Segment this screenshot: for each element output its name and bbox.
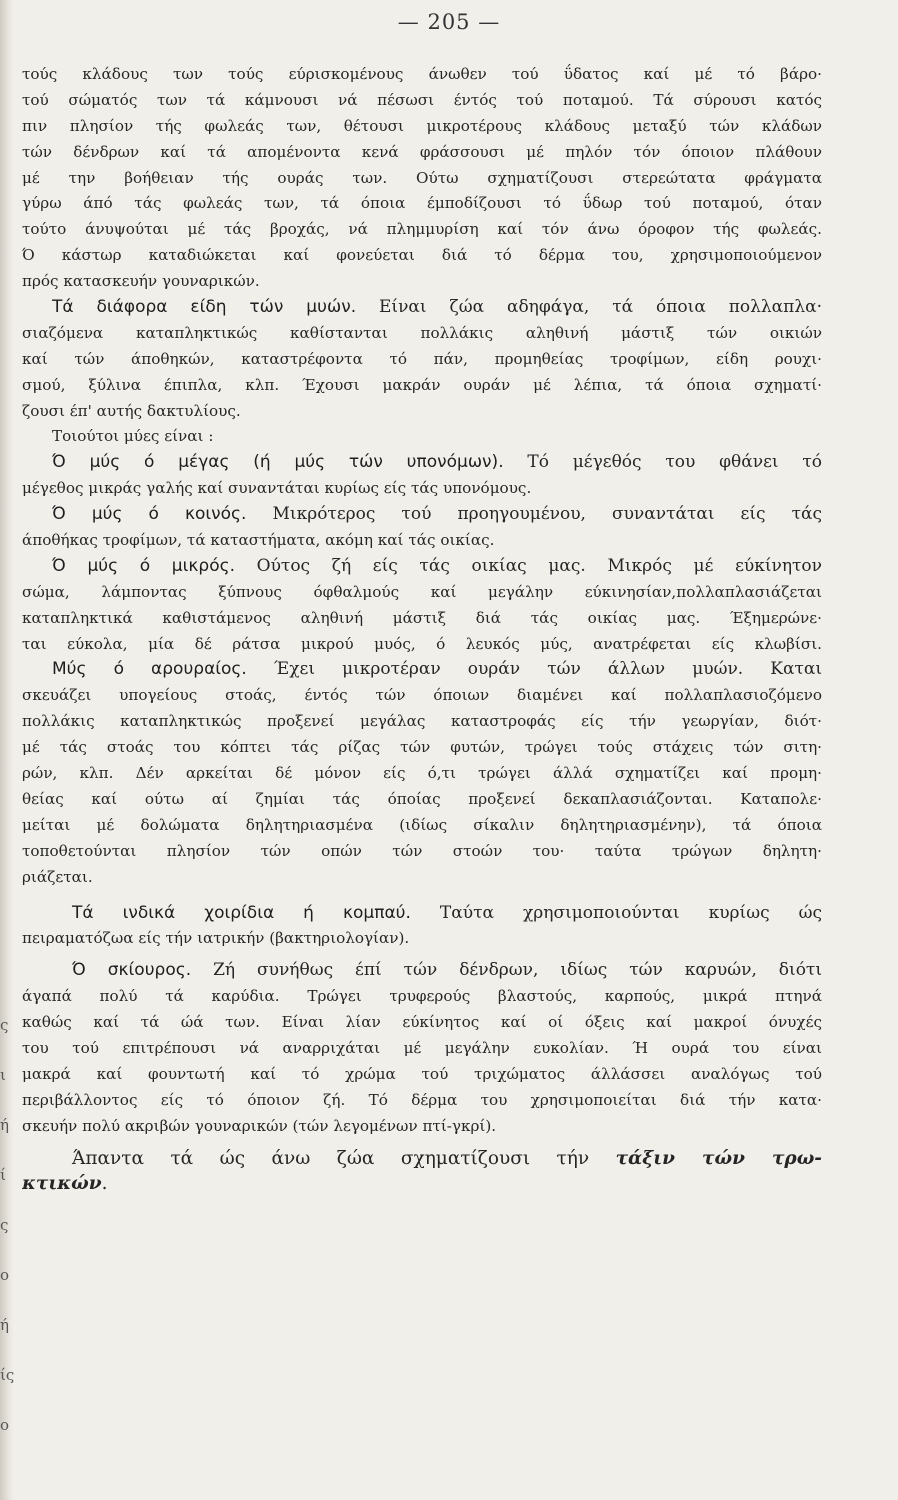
text-span: Μικρότερος τού προηγουμένου, συναντάται είς τάς <box>246 504 822 525</box>
text-span: Ούτος ζή είς τάς οικίας μας. Μικρός μέ εύκίνητον <box>234 555 822 576</box>
heading-guinea-pig: Τά ινδικά χοιρίδια ή κομπαύ. <box>72 902 411 923</box>
text-line <box>22 958 822 984</box>
text-line: του τού επιτρέπουσι νά αναρριχάται μέ μεγάλην ευκολίαν. Ή ουρά του είναι <box>22 1038 822 1057</box>
text-line: σμού, ξύλινα έπιπλα, κλπ. Έχουσι μακράν ουράν μέ λέπια, τά όποια σχηματί· <box>22 375 822 394</box>
text-line: πρός κατασκευήν γουναρικών. <box>22 272 260 291</box>
order-name-emphasis: τάξιν τών τρω- <box>615 1147 822 1169</box>
text-line <box>22 295 822 321</box>
text-span: Ζή συνήθως έπί τών δένδρων, ιδίως τών καρυών, διότι <box>191 960 822 981</box>
text-span: Ταύτα χρησιμοποιούνται κυρίως ώς <box>410 902 822 923</box>
text-line: καταπληκτικά καθιστάμενος αληθινή μάστιξ διά τάς οικίας μας. Έξημερώνε· <box>22 608 822 627</box>
text-span: Είναι ζώα αδηφάγα, τά όποια πολλαπλα· <box>356 297 822 318</box>
margin-mark: ς <box>0 1216 9 1234</box>
text-line: τούτο άνυψούται μέ τάς βροχάς, νά πλημμυρίση καί τόν άνω όροφον τής φωλεάς. <box>22 220 822 239</box>
text-line: μακρά καί φουντωτή καί τό χρώμα τού τριχώματος άλλάσσει αναλόγως τού <box>22 1064 822 1083</box>
text-line: γύρω άπό τάς φωλεάς των, τά όποια έμποδίζουσι τό ΰδωρ τού ποταμού, όταν <box>22 194 822 213</box>
heading-mys-arouraios: Μύς ό αρουραίος. <box>52 659 247 680</box>
text-line: τοποθετούνται πλησίον τών οπών τών στοών του· ταύτα τρώγων δηλητη· <box>22 841 822 860</box>
paragraph-mys-arouraios <box>22 657 822 890</box>
margin-mark: ς <box>0 1016 9 1034</box>
text-line: Ό κάστωρ καταδιώκεται καί φονεύεται διά τό δέρμα του, χρησιμοποιούμενον <box>22 246 822 265</box>
paragraph-mys-koinos <box>22 502 822 554</box>
text-line <box>22 657 822 683</box>
text-line: πολλάκις καταπληκτικώς προξενεί μεγάλας καταστροφάς είς τήν γεωργίαν, διότ· <box>22 712 822 731</box>
text-line: μείται μέ δολώματα δηλητηριασμένα (ιδίως σίκαλιν δηλητηριασμένην), τά όποια <box>22 815 822 834</box>
margin-mark: ο <box>0 1266 10 1284</box>
text-line: ριάζεται. <box>22 867 93 886</box>
paragraph-mys-megas <box>22 450 822 502</box>
text-line: σώμα, λάμποντας ξύπνους όφθαλμούς καί μεγάλην εύκινησίαν,πολλαπλασιάζεται <box>22 582 822 601</box>
text-line: τών δένδρων καί τά απομένοντα κενά φράσσουσι μέ πηλόν τόν όποιον πλάθουν <box>22 142 822 161</box>
order-name-emphasis-cont: κτικών <box>22 1173 102 1195</box>
margin-mark: ή <box>0 1316 9 1334</box>
paragraph-conclusion <box>22 1146 822 1198</box>
page-number: — 205 — <box>397 10 501 34</box>
text-line: σκευήν πολύ ακριβών γουναρικών (τών λεγομένων πτί-γκρί). <box>22 1116 497 1135</box>
heading-mys-megas: Ό μύς ό μέγας (ή μύς τών υπονόμων). <box>52 452 504 473</box>
margin-mark: ί <box>0 1166 6 1184</box>
paragraph-guinea-pig <box>22 901 822 953</box>
text-line: σκευάζει υπογείους στοάς, έντός τών όποιων διαμένει καί πολλαπλασιοζόμενο <box>22 686 822 705</box>
heading-mys-koinos: Ό μύς ό κοινός. <box>52 504 247 525</box>
paragraph-mice-intro <box>22 295 822 450</box>
text-line: μέ την βοήθειαν τής ουράς των. Ούτω σχηματίζουσι στερεώτατα φράγματα <box>22 168 822 187</box>
margin-mark: ίς <box>0 1366 15 1384</box>
text-line: τούς κλάδους των τούς εύρισκομένους άνωθεν τού ΰδατος καί μέ τό βάρο· <box>22 65 822 83</box>
text-line: καί τών άποθηκών, καταστρέφοντα τό πάν, προμηθείας τροφίμων, είδη ρουχι· <box>22 349 822 368</box>
text-span: Έχει μικροτέραν ουράν τών άλλων μυών. Καται <box>246 659 822 680</box>
margin-mark: ι <box>0 1066 6 1084</box>
left-margin-marks <box>0 1000 14 1450</box>
text-line: άποθήκας τροφίμων, τά καταστήματα, ακόμη καί τάς οικίας. <box>22 531 495 550</box>
text-line: πειραματόζωα είς τήν ιατρικήν (βακτηριολογίαν). <box>22 929 410 948</box>
text-line: θείας καί ούτω αί ζημίαι τάς όποίας προξενεί δεκαπλασιάζονται. Καταπολε· <box>22 789 822 808</box>
text-line: περιβάλλοντος είς τό όποιον ζή. Τό δέρμα του χρησιμοποιείται διά τήν κατα· <box>22 1090 822 1109</box>
paragraph-squirrel <box>22 958 822 1139</box>
text-line <box>22 450 822 476</box>
text-line: Τοιούτοι μύες είναι : <box>52 427 214 446</box>
margin-mark: ο <box>0 1416 10 1434</box>
section-heading-mice: Τά διάφορα είδη τών μυών. <box>52 297 357 318</box>
text-line <box>22 502 822 528</box>
text-line <box>22 901 822 927</box>
heading-squirrel: Ό σκίουρος. <box>72 960 192 981</box>
paragraph-beaver-continuation <box>22 62 822 295</box>
text-line: μέ τάς στοάς του κόπτει τάς ρίζας τών φυτών, τρώγει τούς στάχεις τών σιτη· <box>22 738 822 757</box>
heading-mys-mikros: Ό μύς ό μικρός. <box>52 555 235 576</box>
text-line: πιν πλησίον τής φωλεάς των, θέτουσι μικροτέρους κλάδους μεταξύ τών κλάδων <box>22 116 822 135</box>
conclusion-end: . <box>101 1173 108 1195</box>
conclusion-text: Άπαντα τά ώς άνω ζώα σχηματίζουσι τήν <box>72 1147 616 1169</box>
text-line <box>22 1146 822 1172</box>
page-text <box>22 62 822 1197</box>
text-line: μέγεθος μικράς γαλής καί συναντάται κυρίως είς τάς υπονόμους. <box>22 479 532 498</box>
text-line: τού σώματός των τά κάμνουσι νά πέσωσι έντός τού ποταμού. Τά σύρουσι κατός <box>22 90 822 109</box>
text-line: καθώς καί τά ώά των. Είναι λίαν εύκίνητος καί οί όξεις καί μακροί όνυχές <box>22 1013 822 1032</box>
text-line: ρών, κλπ. Δέν αρκείται δέ μόνον είς ό,τι τρώγει άλλά σχηματίζει καί προμη· <box>22 764 822 783</box>
text-line: ται εύκολα, μία δέ ράτσα μικρού μυός, ό λευκός μύς, ανατρέφεται είς κλωβίσι. <box>22 634 822 653</box>
paragraph-mys-mikros <box>22 554 822 658</box>
text-line: άγαπά πολύ τά καρύδια. Τρώγει τρυφερούς βλαστούς, καρπούς, μικρά πτηνά <box>22 987 822 1006</box>
margin-mark: ή <box>0 1116 9 1134</box>
text-line: σιαζόμενα καταπληκτικώς καθίστανται πολλάκις αληθινή μάστιξ τών οικιών <box>22 323 822 342</box>
text-line <box>22 1171 822 1197</box>
text-span: Τό μέγεθός του φθάνει τό <box>503 452 822 473</box>
text-line <box>22 554 822 580</box>
text-line: ζουσι έπ' αυτής δακτυλίους. <box>22 401 241 420</box>
